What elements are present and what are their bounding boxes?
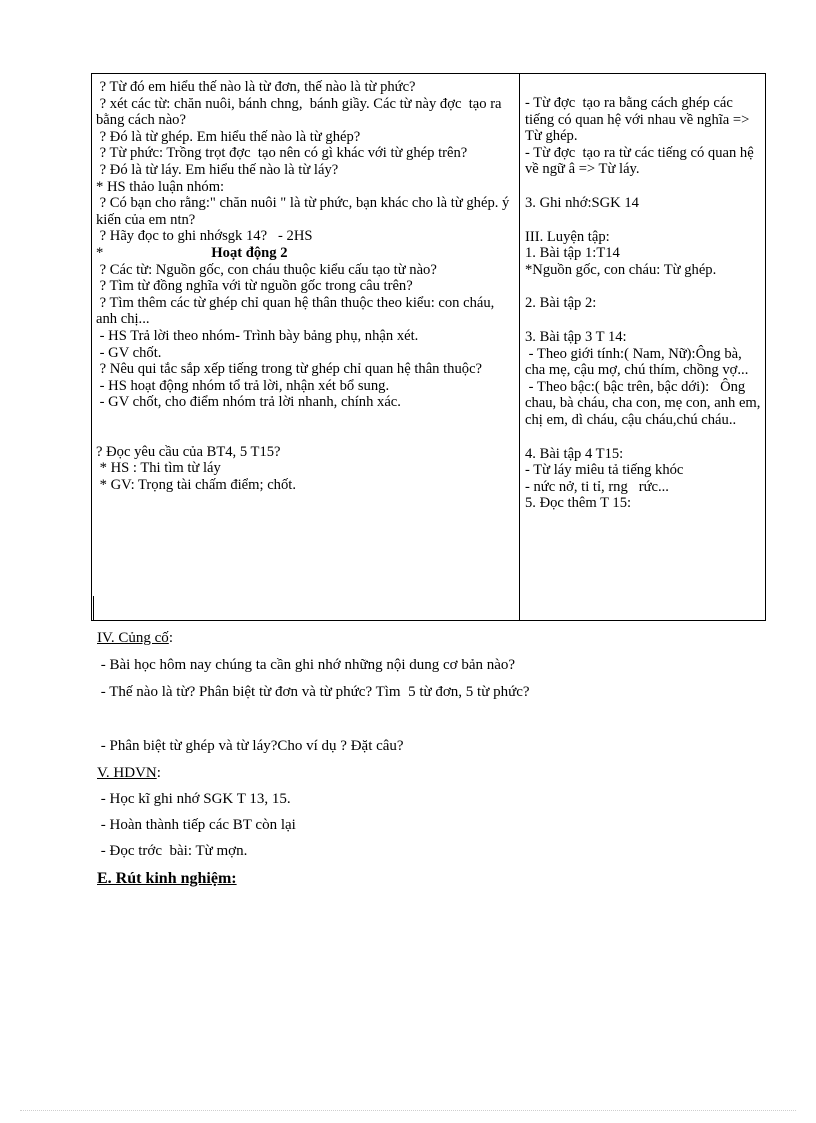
right-line: III. Luyện tập: — [525, 228, 610, 245]
homework-item: - Đọc trớc bài: Từ mợn. — [97, 843, 248, 859]
left-line: ? Hãy đọc to ghi nhớsgk 14? - 2HS — [96, 228, 313, 245]
left-line: ? Nêu qui tắc sắp xếp tiếng trong từ ghép chỉ quan hệ thân thuộc? — [96, 361, 483, 378]
section-5-title: V. HDVN: — [97, 765, 161, 781]
left-line: ? xét các từ: chăn nuôi, bánh chng, bánh giầy. Các từ này đợc tạo ra bằng cách nào? — [96, 95, 506, 129]
content-column — [525, 95, 765, 512]
table-left-mark — [93, 596, 94, 620]
review-question: - Phân biệt từ ghép và từ láy?Cho ví dụ ? Đặt câu? — [97, 738, 404, 754]
left-line: ? Tìm từ đồng nghĩa với từ nguồn gốc trong câu trên? — [96, 278, 413, 295]
right-line: - Theo giới tính:( Nam, Nữ):Ông bà, cha mẹ, cậu mợ, chú thím, chồng vợ... — [525, 345, 749, 379]
left-line: ? Từ đó em hiểu thế nào là từ đơn, thế nào là từ phức? — [96, 79, 416, 95]
section-e-title: E. Rút kinh nghiệm: — [97, 870, 237, 887]
homework-item: - Hoàn thành tiếp các BT còn lại — [97, 817, 296, 833]
table-column-divider — [519, 73, 520, 621]
activity-column — [96, 79, 516, 494]
right-line: 5. Đọc thêm T 15: — [525, 495, 632, 512]
activity-heading — [96, 245, 516, 262]
left-line: ? Tìm thêm các từ ghép chỉ quan hệ thân thuộc theo kiểu: con cháu, anh chị... — [96, 294, 498, 328]
left-line: ? Đó là từ láy. Em hiểu thế nào là từ láy? — [96, 161, 339, 178]
right-line: 3. Ghi nhớ:SGK 14 — [525, 194, 639, 211]
left-line: * GV: Trọng tài chấm điểm; chốt. — [96, 477, 296, 494]
right-line: - nức nở, ti tỉ, rng rức... — [525, 478, 669, 495]
left-line: ? Đọc yêu cầu của BT4, 5 T15? — [96, 443, 281, 460]
left-line: - GV chốt. — [96, 344, 162, 361]
right-line: 3. Bài tập 3 T 14: — [525, 328, 627, 345]
right-line: 2. Bài tập 2: — [525, 295, 597, 312]
right-line: - Theo bậc:( bậc trên, bậc dới): Ông chau, bà cháu, cha con, mẹ con, anh em, chị em, dì cháu, cậu cháu,chú cháu.. — [525, 378, 765, 428]
heading-star: * — [96, 244, 104, 261]
left-line: ? Từ phức: Trồng trọt đợc tạo nên có gì khác với từ ghép trên? — [96, 145, 468, 162]
left-line: ? Có bạn cho rằng:" chăn nuôi " là từ phức, bạn khác cho là từ ghép. ý kiến của em ntn? — [96, 195, 514, 228]
left-line: ? Các từ: Nguồn gốc, con cháu thuộc kiểu cấu tạo từ nào? — [96, 261, 437, 278]
section-4-title: IV. Củng cố: — [97, 630, 173, 646]
right-line: 1. Bài tập 1:T14 — [525, 245, 620, 262]
left-line: - GV chốt, cho điểm nhóm trả lời nhanh, chính xác. — [96, 394, 401, 411]
right-line: - Từ láy miêu tả tiếng khóc — [525, 462, 684, 479]
left-line: ? Đó là từ ghép. Em hiểu thế nào là từ ghép? — [96, 128, 361, 145]
heading-text: Hoạt động 2 — [211, 244, 288, 261]
right-line: *Nguồn gốc, con cháu: Từ ghép. — [525, 261, 717, 278]
review-question: - Bài học hôm nay chúng ta cần ghi nhớ những nội dung cơ bản nào? — [97, 657, 516, 673]
homework-item: - Học kĩ ghi nhớ SGK T 13, 15. — [97, 791, 291, 807]
left-line: * HS : Thi tìm từ láy — [96, 460, 221, 477]
left-line: * HS thảo luận nhóm: — [96, 178, 225, 195]
page-bottom-border — [20, 1110, 796, 1111]
right-line: - Từ đợc tạo ra từ các tiếng có quan hệ về ngữ â => Từ láy. — [525, 144, 758, 178]
left-line: - HS Trả lời theo nhóm- Trình bày bảng phụ, nhận xét. — [96, 327, 419, 344]
left-line: - HS hoạt động nhóm tổ trả lời, nhận xét bổ sung. — [96, 377, 390, 394]
right-line: - Từ đợc tạo ra bằng cách ghép các tiếng có quan hệ với nhau về nghĩa => Từ ghép. — [525, 95, 753, 145]
review-question: - Thế nào là từ? Phân biệt từ đơn và từ phức? Tìm 5 từ đơn, 5 từ phức? — [97, 684, 530, 700]
right-line: 4. Bài tập 4 T15: — [525, 445, 624, 462]
